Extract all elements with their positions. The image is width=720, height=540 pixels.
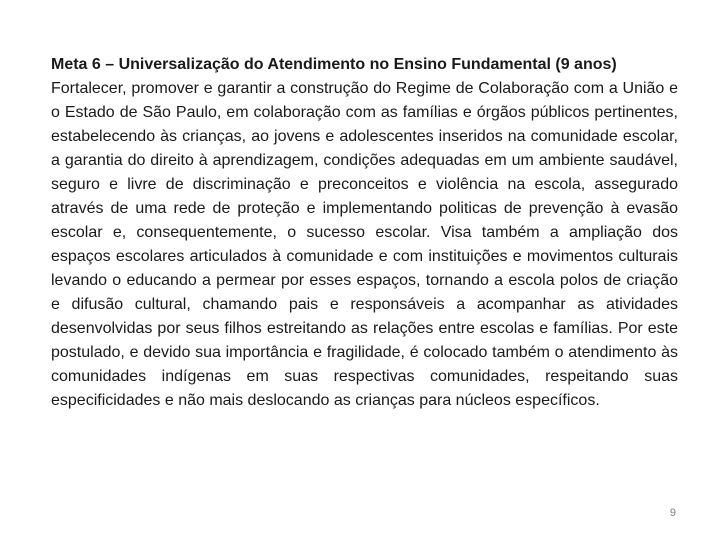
page-number: 9	[669, 507, 676, 519]
slide-content	[51, 53, 678, 413]
slide-title: Meta 6 – Universalização do Atendimento no Ensino Fundamental (9 anos)	[51, 56, 617, 73]
slide-body-text: Fortalecer, promover e garantir a construção do Regime de Colaboração com a União e o Estado de São Paulo, em colaboração com as famílias e órgãos públicos pertinentes, estabelecendo às crianças, ao jovens e adolescentes inseridos na comunidade escolar, a garantia do direito à aprendizagem, condições adequadas em um ambiente saudável, seguro e livre de discriminação e preconceitos e violência na escola, assegurado através de uma rede de proteção e implementando politicas de prevenção à evasão escolar e, consequentemente, o sucesso escolar. Visa também a ampliação dos espaços escolares articulados à comunidade e com instituições e movimentos culturais levando o educando a permear por esses espaços, tornando a escola polos de criação e difusão cultural, chamando pais e responsáveis a acompanhar as atividades desenvolvidas por seus filhos estreitando as relações entre escolas e famílias. Por este postulado, e devido sua importância e fragilidade, é colocado também o atendimento às comunidades indígenas em suas respectivas comunidades, respeitando suas especificidades e não mais deslocando as crianças para núcleos específicos.	[51, 80, 678, 409]
